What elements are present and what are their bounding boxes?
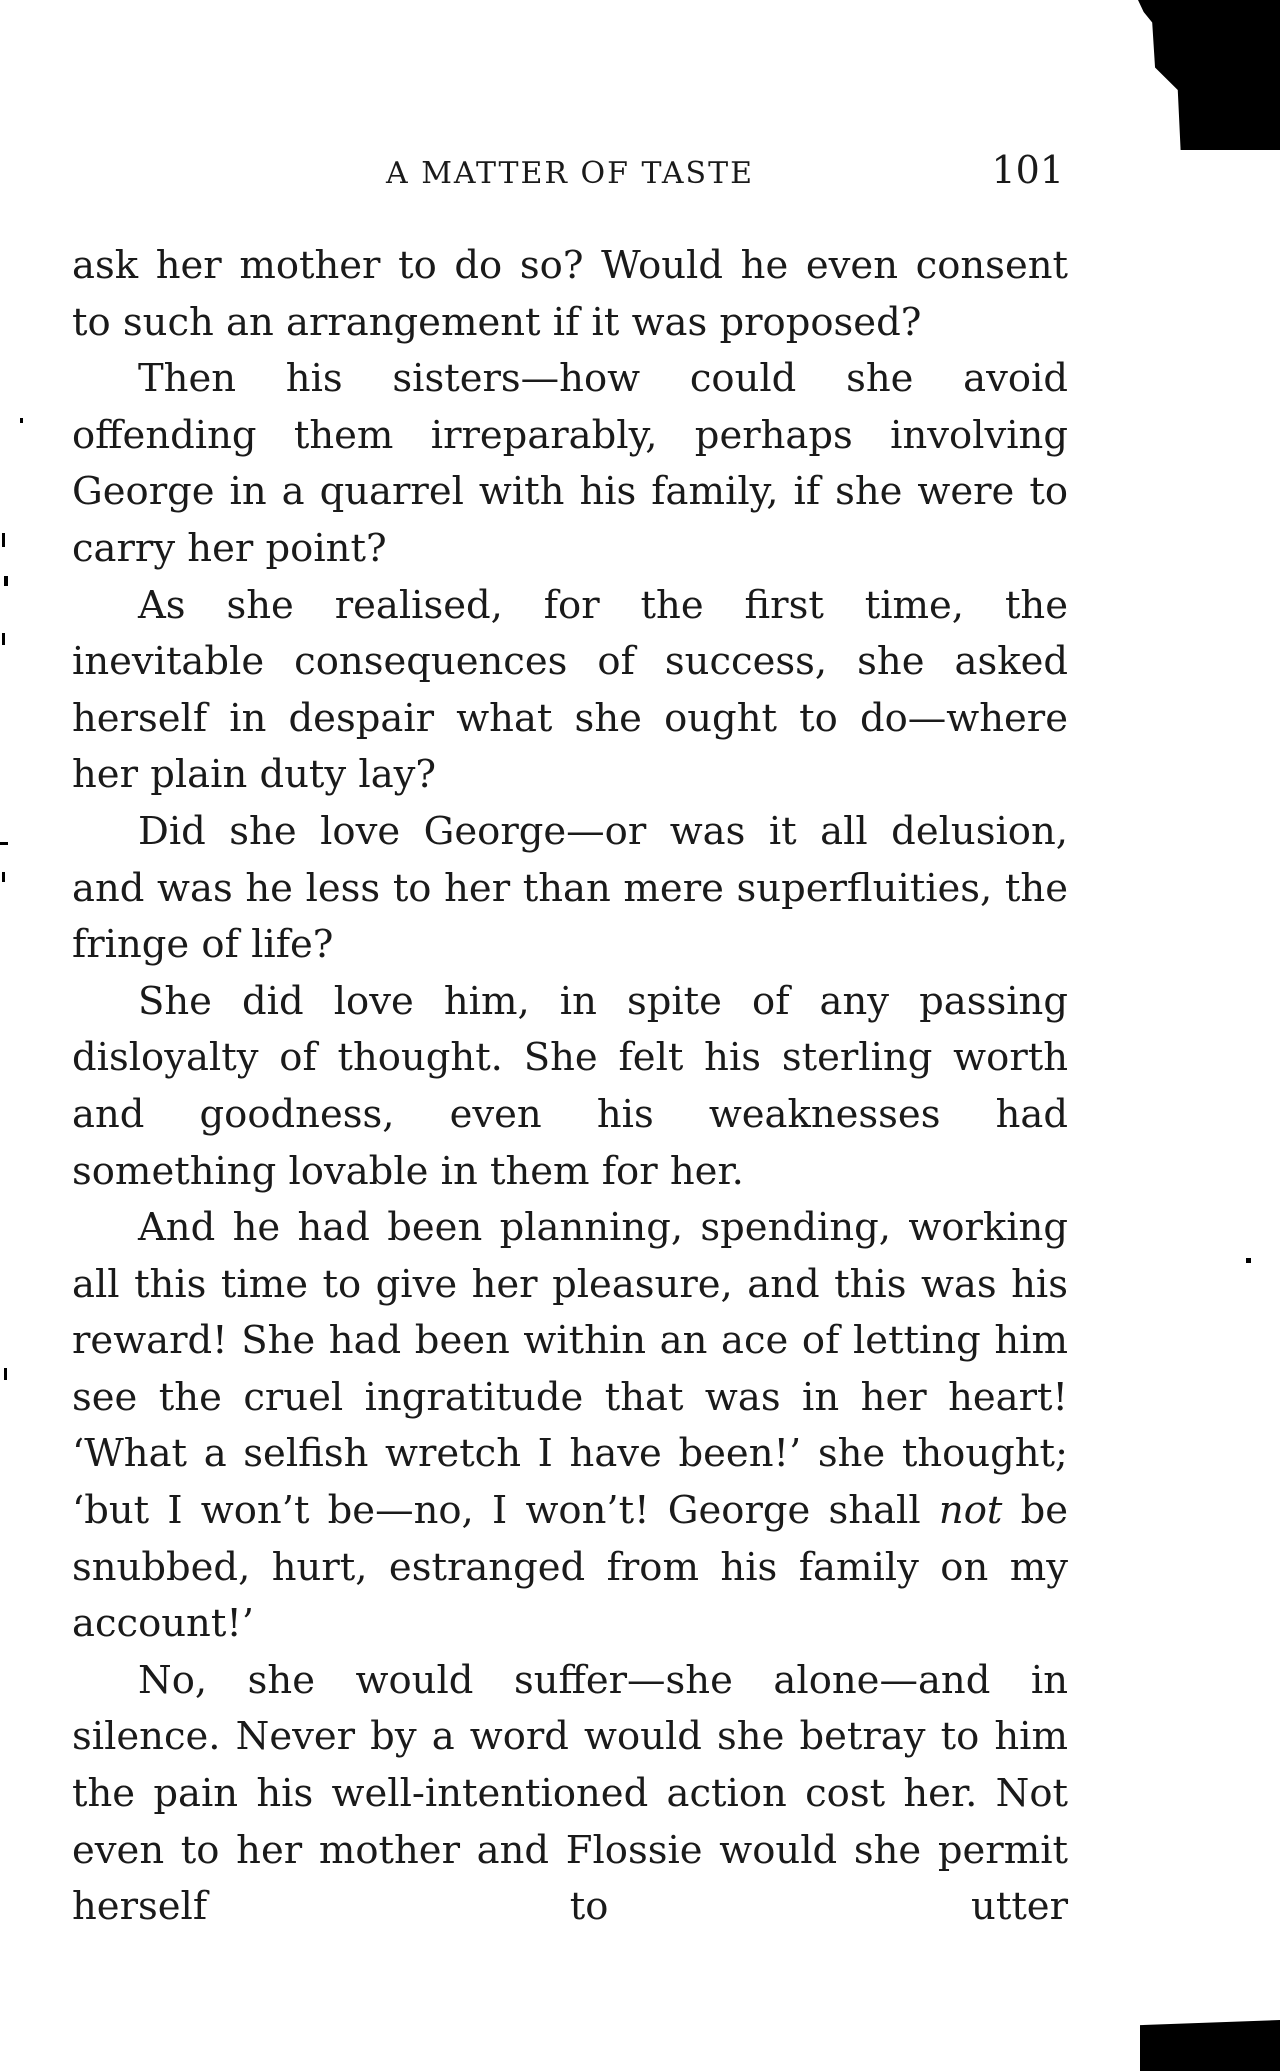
scan-speck <box>2 633 5 645</box>
paragraph-7: No, she would suffer—she alone—and in silence. Never by a word would she betray to him the pain his well-intentioned action cost her. Not even to her mother and Flossie would she permit herself to utter <box>72 1657 1068 1930</box>
scan-speck <box>4 1368 7 1380</box>
scan-speck <box>0 842 8 845</box>
paragraph-4: Did she love George—or was it all delusion, and was he less to her than mere superfluities, the fringe of life? <box>72 808 1068 968</box>
scan-speck <box>4 576 8 586</box>
paragraph-6-italic: not <box>938 1488 1003 1534</box>
body-text <box>72 238 1068 1936</box>
scan-speck <box>1246 1258 1251 1263</box>
paragraph-1: ask her mother to do so? Would he even consent to such an arrangement if it was proposed? <box>72 243 1068 345</box>
scan-edge-mark-top <box>1138 0 1280 150</box>
scan-edge-mark-bottom <box>1140 2020 1280 2071</box>
running-title: A MATTER OF TASTE <box>386 156 754 191</box>
paragraph-6-text-before: And he had been planning, spending, working all this time to give her pleasure, and this was his reward! She had been within an ace of letting him see the cruel ingratitude that was in her heart! ‘What a selfish wretch I have been!’ she thought; ‘but I won’t be—no, I won’t! George shall <box>72 1205 1068 1534</box>
running-header <box>72 148 1068 198</box>
scan-speck <box>2 533 5 547</box>
paragraph-2: Then his sisters—how could she avoid offending them irreparably, perhaps involving George in a quarrel with his family, if she were to carry her point? <box>72 356 1068 571</box>
paragraph-5: She did love him, in spite of any passing disloyalty of thought. She felt his sterling worth and goodness, even his weaknesses had something lovable in them for her. <box>72 978 1068 1194</box>
scan-speck <box>2 872 5 882</box>
scan-speck <box>20 418 23 423</box>
page-number: 101 <box>991 148 1064 192</box>
paragraph-6-text-after: be snubbed, hurt, estranged from his family on my account!’ <box>72 1488 1069 1647</box>
paragraph-3: As she realised, for the first time, the inevitable consequences of success, she asked herself in despair what she ought to do—where her plain duty lay? <box>72 582 1068 798</box>
paragraph-6 <box>72 1200 1068 1653</box>
